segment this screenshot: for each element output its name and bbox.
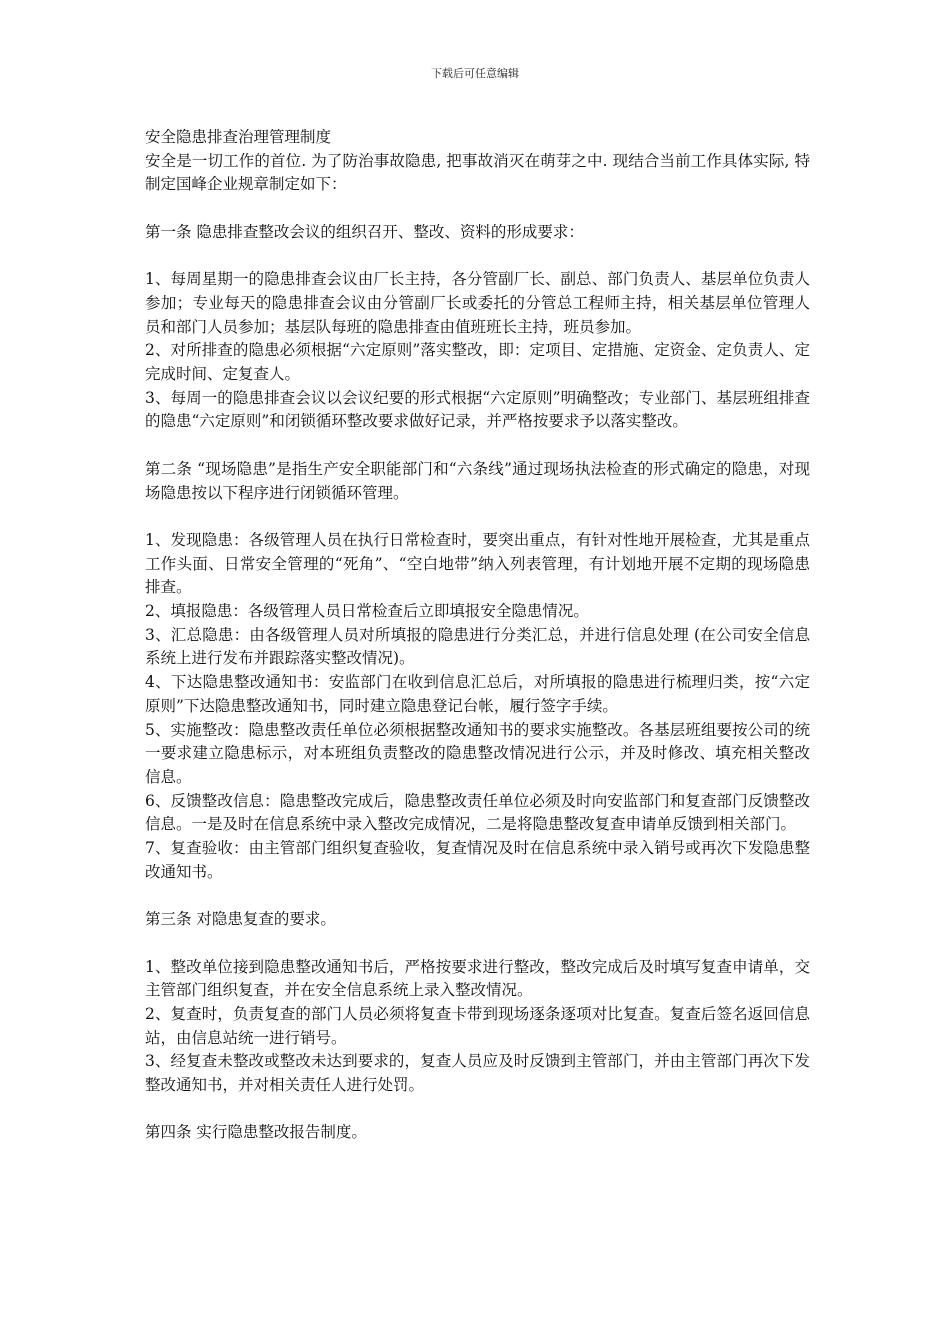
article-2-item: 7、复查验收：由主管部门组织复查验收，复查情况及时在信息系统中录入销号或再次下发隐患整改通知书。: [145, 839, 810, 881]
spacer: [145, 197, 810, 221]
article-2-heading: 第二条 “现场隐患”是指生产安全职能部门和“六条线”通过现场执法检查的形式确定的隐患，对现场隐患按以下程序进行闭锁循环管理。: [145, 459, 810, 502]
article-3-heading: 第三条 对隐患复查的要求。: [145, 910, 336, 929]
article-4-heading: 第四条 实行隐患整改报告制度。: [145, 1123, 367, 1142]
spacer: [145, 505, 810, 529]
article-1-item: 2、对所排查的隐患必须根据“六定原则”落实整改，即：定项目、定措施、定资金、定负责人、定完成时间、定复查人。: [145, 341, 810, 383]
spacer: [145, 884, 810, 908]
spacer: [145, 434, 810, 458]
article-3-item: 1、整改单位接到隐患整改通知书后，严格按要求进行整改，整改完成后及时填写复查申请单，交主管部门组织复查，并在安全信息系统上录入整改情况。: [145, 957, 810, 1000]
article-2-item: 4、下达隐患整改通知书：安监部门在收到信息汇总后，对所填报的隐患进行梳理归类，按“六定原则”下达隐患整改通知书，同时建立隐患登记台帐，履行签字手续。: [145, 673, 810, 715]
article-2-item: 3、汇总隐患：由各级管理人员对所填报的隐患进行分类汇总，并进行信息处理 (在公司安全信息系统上进行发布并跟踪落实整改情况)。: [145, 625, 810, 668]
spacer: [145, 245, 810, 269]
intro-paragraph: 安全是一切工作的首位. 为了防治事故隐患, 把事故消灭在萌芽之中. 现结合当前工作具体实际, 特制定国峰企业规章制定如下：: [145, 151, 810, 194]
document-title: 安全隐患排查治理管理制度: [145, 128, 332, 146]
spacer: [145, 1098, 810, 1122]
spacer: [145, 932, 810, 956]
article-1-item: 1、每周星期一的隐患排查会议由厂长主持，各分管副厂长、副总、部门负责人、基层单位负责人参加；专业每天的隐患排查会议由分管副厂长或委托的分管总工程师主持，相关基层单位管理人员和部门人员参加；基层队每班的隐患排查由值班班长主持，班员参加。: [145, 270, 810, 336]
article-1-item: 3、每周一的隐患排查会议以会议纪要的形式根据“六定原则”明确整改；专业部门、基层班组排查的隐患“六定原则”和闭锁循环整改要求做好记录，并严格按要求予以落实整改。: [145, 388, 810, 431]
article-3-item: 2、复查时，负责复查的部门人员必须将复查卡带到现场逐条逐项对比复查。复查后签名返回信息站，由信息站统一进行销号。: [145, 1004, 810, 1047]
article-2-item: 2、填报隐患：各级管理人员日常检查后立即填报安全隐患情况。: [145, 602, 589, 620]
article-2-item: 1、发现隐患：各级管理人员在执行日常检查时，要突出重点，有针对性地开展检查，尤其是重点工作头面、日常安全管理的“死角”、“空白地带”纳入列表管理，有计划地开展不定期的现场隐患排查。: [145, 530, 810, 597]
article-3-item: 3、经复查未整改或整改未达到要求的，复查人员应及时反馈到主管部门，并由主管部门再次下发整改通知书，并对相关责任人进行处罚。: [145, 1052, 810, 1095]
document-body: [145, 126, 810, 1145]
page-header: 下载后可任意编辑: [431, 67, 519, 80]
article-1-heading: 第一条 隐患排查整改会议的组织召开、整改、资料的形成要求：: [145, 222, 584, 241]
article-2-item: 6、反馈整改信息：隐患整改完成后，隐患整改责任单位必须及时向安监部门和复查部门反馈整改信息。一是及时在信息系统中录入整改完成情况，二是将隐患整改复查申请单反馈到相关部门。: [145, 791, 810, 834]
article-2-item: 5、实施整改：隐患整改责任单位必须根据整改通知书的要求实施整改。各基层班组要按公司的统一要求建立隐患标示，对本班组负责整改的隐患整改情况进行公示，并及时修改、填充相关整改信息。: [145, 720, 810, 786]
